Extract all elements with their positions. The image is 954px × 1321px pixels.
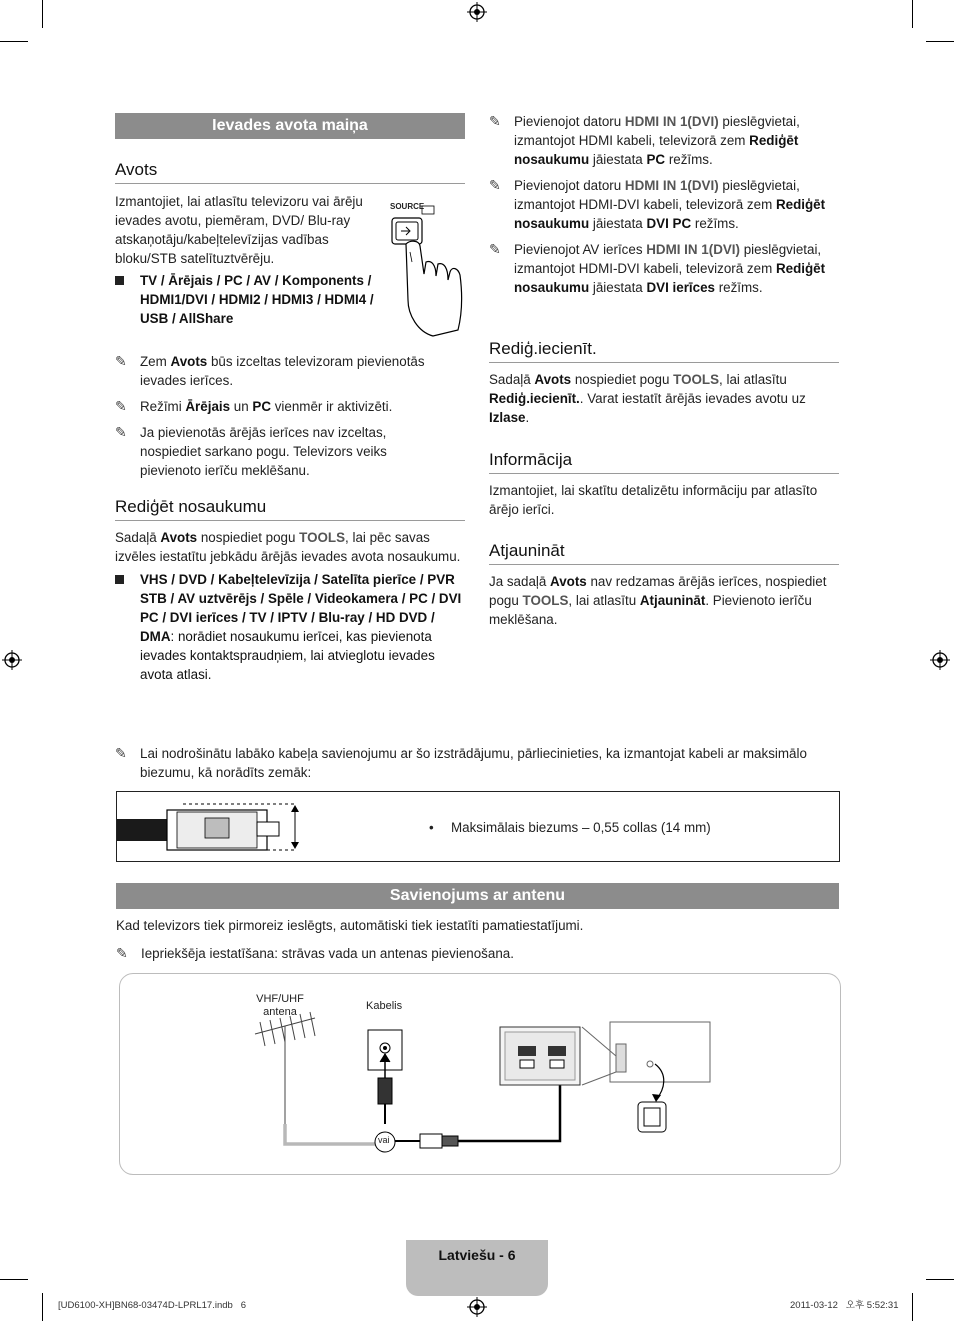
registration-mark-icon	[467, 1297, 487, 1317]
refresh-text: Ja sadaļā Avots nav redzamas ārējās ierīces, nospiediet pogu TOOLS, lai atlasītu Atjaunināt. Pievienoto ierīču meklēšana.	[489, 574, 827, 627]
source-label: SOURCE	[390, 202, 425, 211]
pencil-note-icon: ✎	[116, 945, 128, 961]
avots-section	[115, 159, 465, 184]
antenna-intro: Kad televizors tiek pirmoreiz ieslēgts, automātiski tiek iestatīti pamatiestatījumi.	[116, 918, 584, 933]
bullet-square-icon	[115, 575, 124, 584]
source-list-bullet: TV / Ārējais / PC / AV / Komponents / HDMI1/DVI / HDMI2 / HDMI3 / HDMI4 / USB / AllShare	[115, 271, 375, 328]
antenna-diagram	[119, 973, 841, 1175]
pointing-hand-icon	[388, 200, 468, 340]
pencil-note-icon: ✎	[115, 353, 127, 369]
crop-mark	[912, 1293, 913, 1321]
device-names-bullet: VHS / DVD / Kabeļtelevīzija / Satelīta pierīce / PVR STB / AV uztvērējs / Spēle / Videokamera / PC / DVI PC / DVI ierīces / TV / IPTV / Blu-ray / HD DVD / DMA: norādiet nosaukumu ierīcei, kas pievienota ievades kontaktspraudņiem, lai atvieglotu ievades avota atlasi.	[115, 570, 465, 684]
pencil-note-icon: ✎	[489, 113, 501, 129]
crop-mark	[42, 1293, 43, 1321]
power-socket-icon	[638, 1102, 666, 1132]
pencil-note-icon: ✎	[115, 424, 127, 440]
note-avots-highlight: ✎ Zem Avots būs izceltas televizoram pievienotās ievades ierīces.	[115, 353, 425, 388]
cable-plug-icon	[117, 800, 307, 852]
remote-source-illustration	[388, 200, 468, 340]
note-external-pc: ✎ Režīmi Ārējais un PC vienmēr ir aktivizēti.	[115, 398, 393, 414]
antenna-note: ✎ Iepriekšēja iestatīšana: strāvas vada un antenas pievienošana.	[116, 945, 514, 961]
crop-mark	[0, 41, 28, 42]
page-number: Latviešu - 6	[438, 1247, 516, 1263]
pencil-note-icon: ✎	[115, 745, 127, 761]
crop-mark	[912, 0, 913, 28]
note-red-button: ✎ Ja pievienotās ārējās ierīces nav izceltas, nospiediet sarkano pogu. Televizors veiks pievienoto ierīču meklēšanu.	[115, 424, 387, 478]
max-thickness-item: • Maksimālais biezums – 0,55 collas (14 mm)	[429, 820, 711, 835]
footer-date: 2011-03-12 오후 5:52:31	[790, 1300, 899, 1311]
registration-mark-icon	[930, 650, 950, 670]
antenna-icon	[255, 1012, 315, 1124]
vhf-label: VHF/UHF	[256, 993, 304, 1005]
cable-thickness-note: ✎ Lai nodrošinātu labāko kabeļa savienojumu ar šo izstrādājumu, pārliecinieties, ka izmantojat kabeli ar maksimālo biezumu, kā norādīts zemāk:	[115, 745, 807, 780]
pencil-note-icon: ✎	[489, 241, 501, 257]
section-title-antenna: Savienojums ar antenu	[116, 883, 839, 909]
refresh-heading: Atjaunināt	[489, 540, 839, 565]
avots-heading: Avots	[115, 159, 465, 184]
rename-text: Sadaļā Avots nospiediet pogu TOOLS, lai pēc savas izvēles iestatītu jebkādu ārējās ievades avota nosaukumu.	[115, 530, 461, 564]
note-hdmi-dvi-pc: ✎ Pievienojot datoru HDMI IN 1(DVI) pieslēgvietai, izmantojot HDMI-DVI kabeli, televizorā zem Rediģēt nosaukumu jāiestata DVI PC režīms.	[489, 177, 826, 231]
info-text: Izmantojiet, lai skatītu detalizētu informāciju par atlasīto ārējo ierīci.	[489, 483, 818, 517]
or-label: vai	[378, 1135, 390, 1145]
note-hdmi-pc: ✎ Pievienojot datoru HDMI IN 1(DVI) pieslēgvietai, izmantojot HDMI kabeli, televizorā zem Rediģēt nosaukumu jāiestata PC režīms.	[489, 113, 800, 167]
info-heading: Informācija	[489, 449, 839, 474]
tv-back-icon	[582, 1022, 710, 1085]
vhf-label-2: antena	[263, 1006, 297, 1018]
crop-mark	[926, 41, 954, 42]
pencil-note-icon: ✎	[115, 398, 127, 414]
cable-label: Kabelis	[366, 1000, 403, 1012]
footer-file-info: [UD6100-XH]BN68-03474D-LPRL17.indb 6	[58, 1300, 246, 1311]
avots-intro: Izmantojiet, lai atlasītu televizoru vai ārēju ievades avotu, piemēram, DVD/ Blu-ray atskaņotāju/kabeļtelevīzijas vadības bloku/STB satelītuztvērēju.	[115, 194, 363, 266]
rename-heading: Rediģēt nosaukumu	[115, 496, 465, 521]
tv-input-panel-icon	[500, 1027, 580, 1085]
crop-mark	[42, 0, 43, 28]
bullet-dot-icon: •	[429, 820, 434, 835]
crop-mark	[926, 1279, 954, 1280]
registration-mark-icon	[2, 650, 22, 670]
crop-mark	[0, 1279, 28, 1280]
note-hdmi-dvi-av: ✎ Pievienojot AV ierīces HDMI IN 1(DVI) pieslēgvietai, izmantojot HDMI-DVI kabeli, televizorā zem Rediģēt nosaukumu jāiestata DVI ierīces režīms.	[489, 241, 826, 295]
cable-thickness-box	[116, 791, 840, 862]
section-title-input-source: Ievades avota maiņa	[115, 113, 465, 139]
page-number-tab	[406, 1240, 548, 1296]
edit-favorites-heading: Rediģ.iecienīt.	[489, 338, 839, 363]
bullet-square-icon	[115, 276, 124, 285]
registration-mark-icon	[467, 2, 487, 22]
antenna-connection-svg	[120, 974, 840, 1174]
edit-favorites-text: Sadaļā Avots nospiediet pogu TOOLS, lai atlasītu Rediģ.iecienīt.. Varat iestatīt ārējās ievades avotu uz Izlase.	[489, 372, 806, 425]
pencil-note-icon: ✎	[489, 177, 501, 193]
